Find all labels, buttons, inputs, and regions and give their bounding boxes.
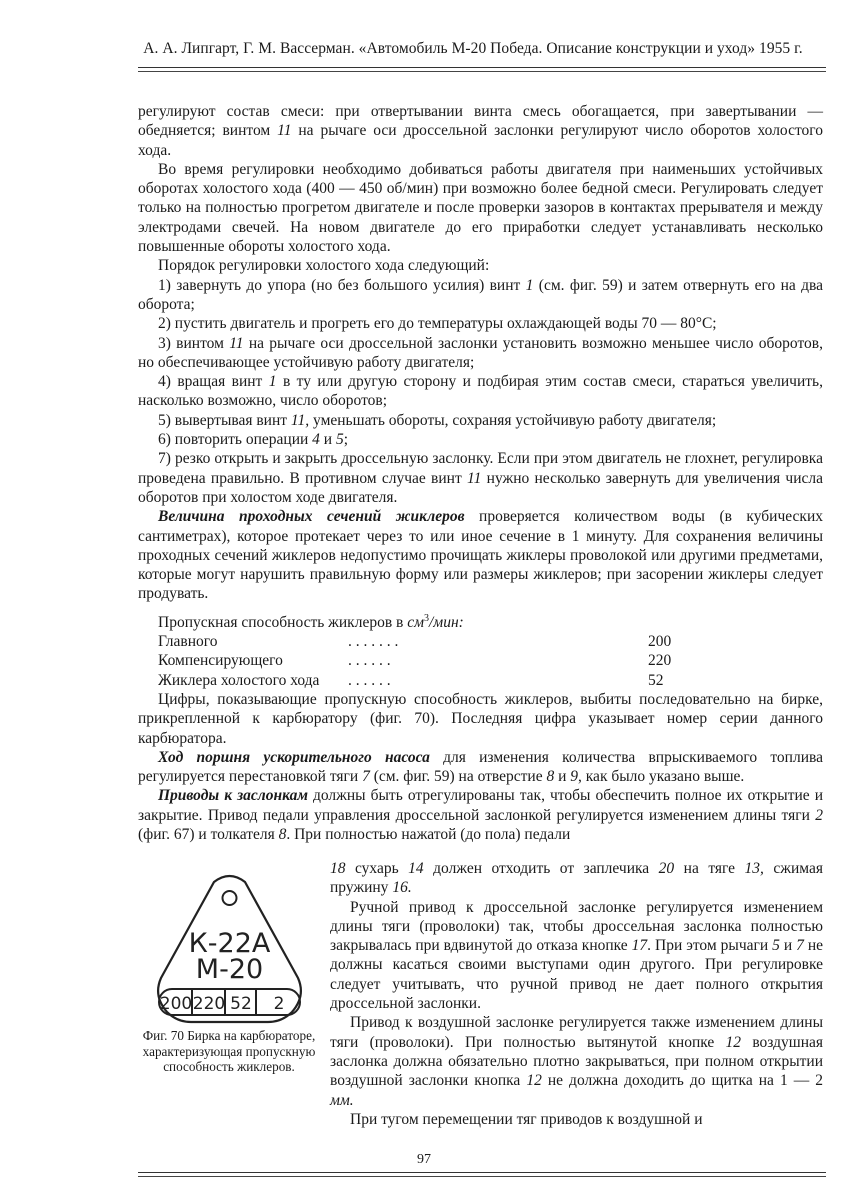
table-row: Главного . . . . . . . 200 <box>158 633 672 651</box>
jet-capacity-table <box>158 613 698 690</box>
header-rule-thin <box>138 71 826 72</box>
header-rule <box>138 67 826 68</box>
paragraph: регулируют состав смеси: при отвертывании винта смесь обогащается, при завертывании — обедняется; винтом 11 на рычаге оси дроссельной заслонки регулируют число оборотов холостого хода. <box>138 103 823 159</box>
tag-line1: К-22А <box>188 928 270 959</box>
paragraph: Порядок регулировки холостого хода следующий: <box>158 257 490 275</box>
page-number: 97 <box>417 1152 431 1167</box>
paragraph: Ручной привод к дроссельной заслонке регулируется изменением длины тяги (проволоки) так, чтобы дроссельная заслонка полностью закрывалась при вдвинутой до отказа кнопке 17. При этом рычаги 5 и 7 не должны касаться своими выступами один другого. При регулировке следует учитывать, что ручной привод не дает полного открытия дроссельной заслонки. <box>330 898 824 1013</box>
footer-rule <box>138 1172 826 1173</box>
right-column-text <box>330 859 823 1129</box>
carburetor-tag-illustration <box>152 872 307 1024</box>
tag-cell: 2 <box>273 994 284 1014</box>
table-row: Жиклера холостого хода . . . . . . 52 <box>158 671 664 689</box>
figure-70 <box>138 872 320 1075</box>
list-item: 5) вывертывая винт 11, уменьшать обороты, сохраняя устойчивую работу двигателя; <box>158 411 717 429</box>
paragraph: Во время регулировки необходимо добиваться работы двигателя при наименьших устойчивых оборотах холостого хода (400 — 450 об/мин) при возможно более бедной смеси. Регулировать следует только на полностью прогретом двигателе и после проверки зазоров в контактах прерывателя и между электродами свечей. На новом двигателе до его приработки следует устанавливать несколько повышенные обороты холостого хода. <box>138 160 823 256</box>
main-text <box>138 102 823 844</box>
paragraph: Ход поршня ускорительного насоса для изменения количества впрыскиваемого топлива регулируется перестановкой тяги 7 (см. фиг. 59) на отверстие 8 и 9, как было указано выше. <box>138 748 823 786</box>
paragraph: 18 сухарь 14 должен отходить от заплечика 20 на тяге 13, сжимая пружину 16. <box>330 860 824 897</box>
list-item: 4) вращая винт 1 в ту или другую сторону и подбирая этим состав смеси, стараться увеличить, насколько возможно, число оборотов; <box>138 373 823 410</box>
paragraph: Цифры, показывающие пропускную способность жиклеров, выбиты последовательно на бирке, прикрепленной к карбюратору (фиг. 70). Последняя цифра указывает номер серии данного карбюратора. <box>138 690 823 747</box>
tag-cell: 200 <box>159 994 192 1014</box>
paragraph: Приводы к заслонкам должны быть отрегулированы так, чтобы обеспечить полное их открытие и закрытие. Привод педали управления дроссельной заслонкой регулируется изменением длины тяги 2 (фиг. 67) и толкателя 8. При полностью нажатой (до пола) педали <box>138 787 823 843</box>
figure-caption: Фиг. 70 Бирка на карбюраторе, характеризующая пропускную способность жиклеров. <box>142 1028 316 1074</box>
table-title: Пропускная способность жиклеров в $см^3$/мин: <box>158 612 464 631</box>
tag-cell: 52 <box>229 994 252 1014</box>
list-item: 3) винтом 11 на рычаге оси дроссельной заслонки установить возможно меньшее число оборотов, но обеспечивающее устойчивую работу двигателя; <box>138 334 823 371</box>
running-header: А. А. Липгарт, Г. М. Вассерман. «Автомобиль М-20 Победа. Описание конструкции и уход» 1955 г. <box>143 40 803 57</box>
list-item: 7) резко открыть и закрыть дроссельную заслонку. Если при этом двигатель не глохнет, регулировка проведена правильно. В противном случае винт 11 нужно несколько завернуть для увеличения числа оборотов при холостом ходе двигателя. <box>138 450 823 506</box>
table-row: Компенсирующего . . . . . . 220 <box>158 652 672 670</box>
list-item: 2) пустить двигатель и прогреть его до температуры охлаждающей воды 70 — 80°С; <box>158 315 717 333</box>
list-item: 6) повторить операции 4 и 5; <box>158 431 349 449</box>
tag-line2: М-20 <box>195 954 263 985</box>
paragraph: Величина проходных сечений жиклеров проверяется количеством воды (в кубических сантиметрах), которое протекает через то или иное сечение в 1 минуту. Для сохранения величины проходных сечений жиклеров недопустимо прочищать жиклеры проволокой или другими предметами, которые могут нарушить правильную форму или размеры жиклеров; при засорении жиклеры следует продувать. <box>138 508 823 603</box>
paragraph: При тугом перемещении тяг приводов к воздушной и <box>350 1110 703 1128</box>
list-item: 1) завернуть до упора (но без большого усилия) винт 1 (см. фиг. 59) и затем отвернуть его на два оборота; <box>138 276 823 313</box>
tag-cell: 220 <box>192 994 225 1014</box>
footer-rule-thin <box>138 1176 826 1177</box>
paragraph: Привод к воздушной заслонке регулируется также изменением длины тяги (проволоки). При полностью вытянутой кнопке 12 воздушная заслонка должна обязательно плотно закрываться, при полном открытии воздушной заслонки кнопка 12 не должна доходить до щитка на 1 — 2 мм. <box>330 1014 824 1109</box>
